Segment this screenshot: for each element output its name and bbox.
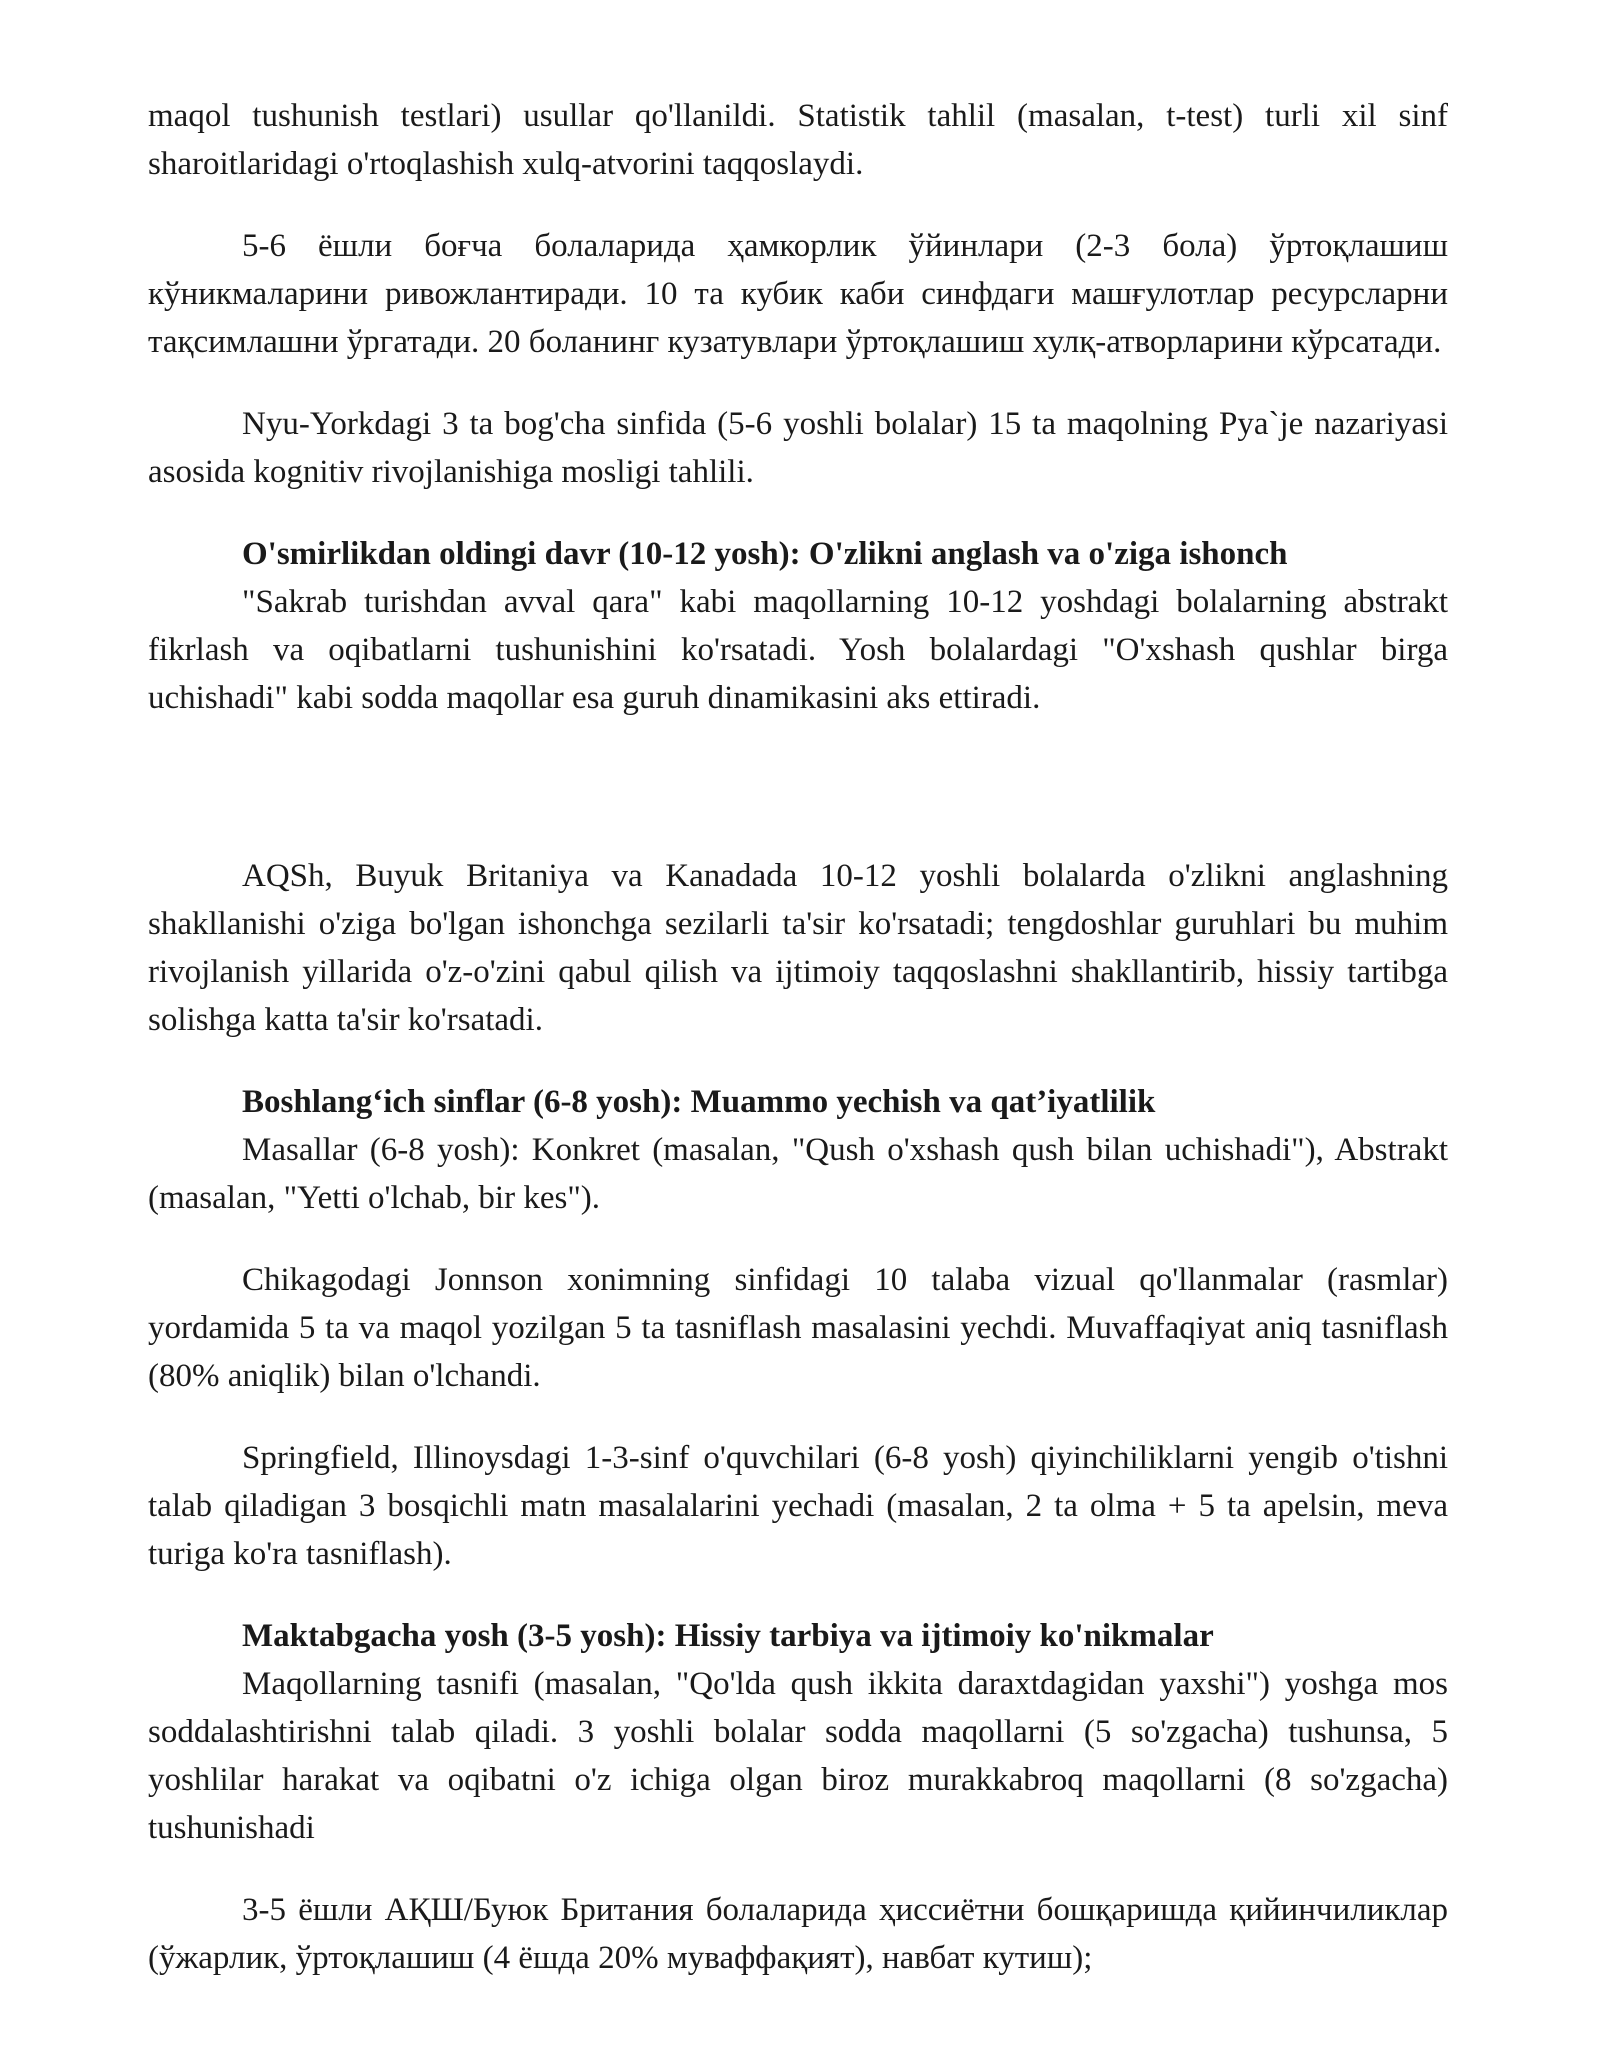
paragraph-emotion-regulation: 3-5 ёшли АҚШ/Буюк Британия болаларида ҳиссиётни бошқаришда қийинчиликлар (ўжарлик, ўртоқлашиш (4 ёшда 20% муваффақият), навбат кутиш); bbox=[148, 1892, 1448, 1976]
paragraph-cooperative-games: 5-6 ёшли боғча болаларида ҳамкорлик ўйинлари (2-3 бола) ўртоқлашиш кўникмаларини ривожлантиради. 10 та кубик каби синфдаги машғулотлар ресурсларни тақсимлашни ўргатади. 20 боланинг кузатувлари ўртоқлашиш хулқ-атворларини кўрсатади. bbox=[148, 228, 1448, 360]
paragraph-chicago-class: Chikagodagi Jonnson xonimning sinfidagi 10 talaba vizual qo'llanmalar (rasmlar) yordamida 5 ta va maqol yozilgan 5 ta tasniflash masalasini yechdi. Muvaffaqiyat aniq tasniflash (80% aniqlik) bilan o'lchandi. bbox=[148, 1262, 1448, 1394]
paragraph-springfield: Springfield, Illinoysdagi 1-3-sinf o'quvchilari (6-8 yosh) qiyinchiliklarni yengib o'tishni talab qiladigan 3 bosqichli matn masalalarini yechadi (masalan, 2 ta olma + 5 ta apelsin, meva turiga ko'ra tasniflash). bbox=[148, 1440, 1448, 1572]
paragraph-abstract-thinking: "Sakrab turishdan avval qara" kabi maqollarning 10-12 yoshdagi bolalarning abstrakt fikrlash va oqibatlarni tushunishini ko'rsatadi. Yosh bolalardagi "O'xshash qushlar birga uchishadi" kabi sodda maqollar esa guruh dinamikasini aks ettiradi. bbox=[148, 584, 1448, 716]
section-heading-preschool: Maktabgacha yosh (3-5 yosh): Hissiy tarbiya va ijtimoiy ko'nikmalar bbox=[242, 1618, 1214, 1654]
section-heading-preadolescence: O'smirlikdan oldingi davr (10-12 yosh): O'zlikni anglash va o'ziga ishonch bbox=[242, 536, 1288, 572]
section-heading-primary-grades: Boshlang‘ich sinflar (6-8 yosh): Muammo yechish va qat’iyatlilik bbox=[242, 1084, 1156, 1120]
paragraph-methods: maqol tushunish testlari) usullar qo'llanildi. Statistik tahlil (masalan, t-test) turli xil sinf sharoitlaridagi o'rtoqlashish xulq-atvorini taqqoslaydi. bbox=[148, 98, 1448, 182]
paragraph-proverb-classification: Maqollarning tasnifi (masalan, "Qo'lda qush ikkita daraxtdagidan yaxshi") yoshga mos soddalashtirishni talab qiladi. 3 yoshli bolalar sodda maqollarni (5 so'zgacha) tushunsa, 5 yoshlilar harakat va oqibatni o'z ichiga olgan biroz murakkabroq maqollarni (8 so'zgacha) tushunishadi bbox=[148, 1666, 1448, 1846]
paragraph-new-york-analysis: Nyu-Yorkdagi 3 ta bog'cha sinfida (5-6 yoshli bolalar) 15 ta maqolning Pya`je nazariyasi asosida kognitiv rivojlanishiga mosligi tahlili. bbox=[148, 406, 1448, 490]
paragraph-problem-types: Masallar (6-8 yosh): Konkret (masalan, "Qush o'xshash qush bilan uchishadi"), Abstrakt (masalan, "Yetti o'lchab, bir kes"). bbox=[148, 1132, 1448, 1216]
document-page bbox=[148, 92, 1448, 1982]
paragraph-self-awareness: AQSh, Buyuk Britaniya va Kanadada 10-12 yoshli bolalarda o'zlikni anglashning shakllanishi o'ziga bo'lgan ishonchga sezilarli ta'sir ko'rsatadi; tengdoshlar guruhlari bu muhim rivojlanish yillarida o'z-o'zini qabul qilish va ijtimoiy taqqoslashni shakllantirib, hissiy tartibga solishga katta ta'sir ko'rsatadi. bbox=[148, 858, 1448, 1038]
